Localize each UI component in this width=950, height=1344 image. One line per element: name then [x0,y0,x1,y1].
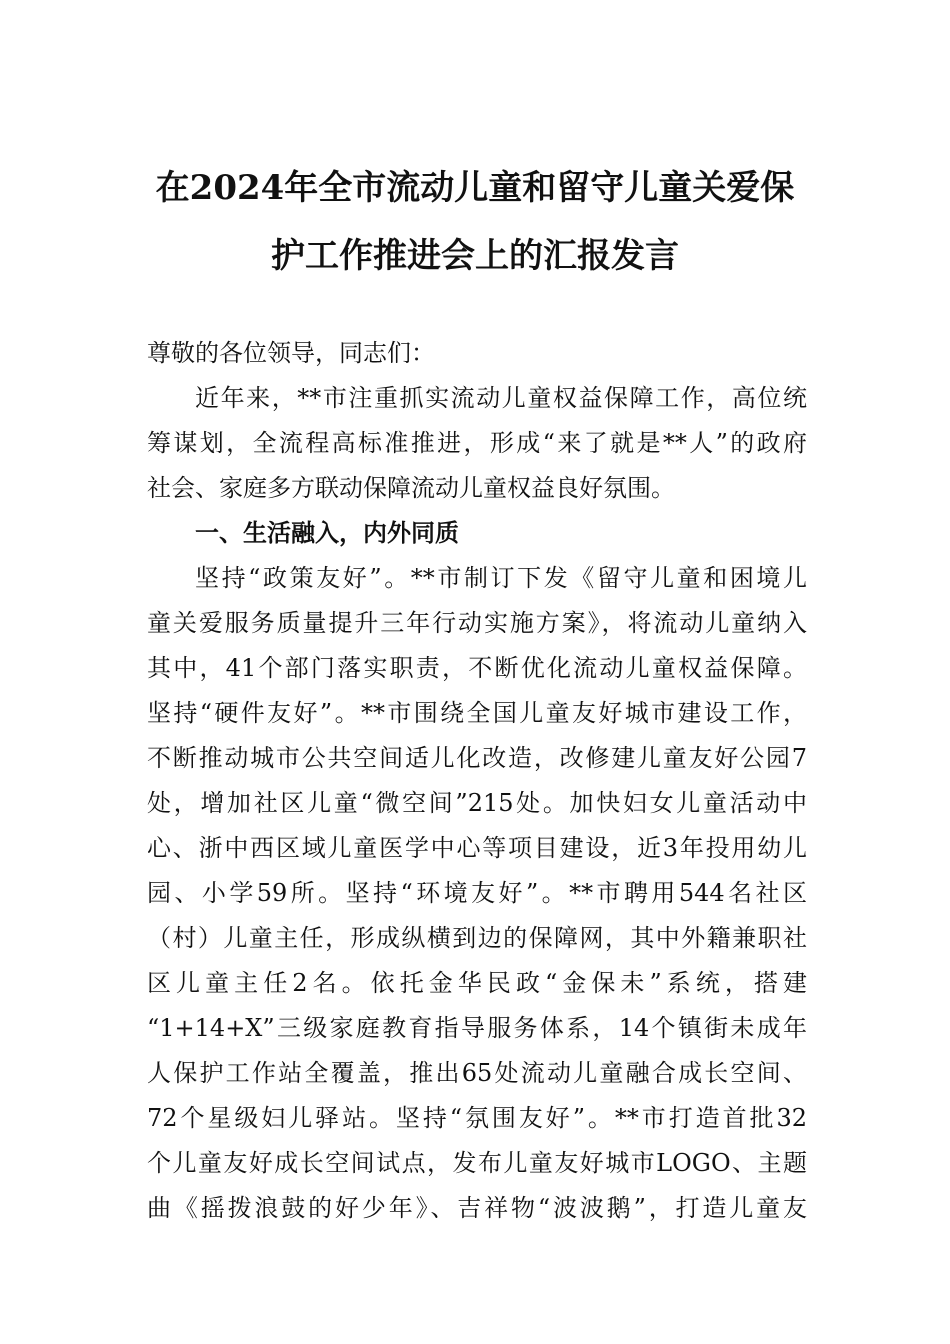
section-1-line-15: 曲《摇拨浪鼓的好少年》、吉祥物“波波鹅”，打造儿童友 [147,1194,807,1222]
section-1-line-11: “1+14+X”三级家庭教育指导服务体系，14个镇街未成年 [147,1014,807,1042]
document-title-line-1: 在2024年全市流动儿童和留守儿童关爱保 [155,168,795,208]
section-1-line-5: 不断推动城市公共空间适儿化改造，改修建儿童友好公园7 [147,744,807,772]
section-1-line-7: 心、浙中西区域儿童医学中心等项目建设，近3年投用幼儿 [147,834,807,862]
section-1-line-8: 园、小学59所。坚持“环境友好”。**市聘用544名社区 [147,879,807,907]
section-1-line-14: 个儿童友好成长空间试点，发布儿童友好城市LOGO、主题 [147,1149,807,1177]
section-1-line-6: 处，增加社区儿童“微空间”215处。加快妇女儿童活动中 [147,789,807,817]
intro-line-1: 近年来，**市注重抓实流动儿童权益保障工作，高位统 [195,384,807,412]
section-1-heading: 一、生活融入，内外同质 [195,519,459,547]
section-1-line-2: 童关爱服务质量提升三年行动实施方案》，将流动儿童纳入 [147,609,807,637]
intro-line-2: 筹谋划，全流程高标准推进，形成“来了就是**人”的政府 [147,429,807,457]
section-1-line-13: 72个星级妇儿驿站。坚持“氛围友好”。**市打造首批32 [147,1104,807,1132]
document-title-line-2: 护工作推进会上的汇报发言 [271,236,679,276]
section-1-line-9: （村）儿童主任，形成纵横到边的保障网，其中外籍兼职社 [147,924,807,952]
section-1-line-4: 坚持“硬件友好”。**市围绕全国儿童友好城市建设工作， [147,699,807,727]
greeting: 尊敬的各位领导，同志们： [147,339,435,367]
intro-line-3: 社会、家庭多方联动保障流动儿童权益良好氛围。 [147,474,675,502]
section-1-line-3: 其中，41个部门落实职责，不断优化流动儿童权益保障。 [147,654,807,682]
section-1-line-10: 区儿童主任2名。依托金华民政“金保未”系统，搭建 [147,969,807,997]
section-1-line-12: 人保护工作站全覆盖，推出65处流动儿童融合成长空间、 [147,1059,807,1087]
section-1-line-1: 坚持“政策友好”。**市制订下发《留守儿童和困境儿 [195,564,807,592]
